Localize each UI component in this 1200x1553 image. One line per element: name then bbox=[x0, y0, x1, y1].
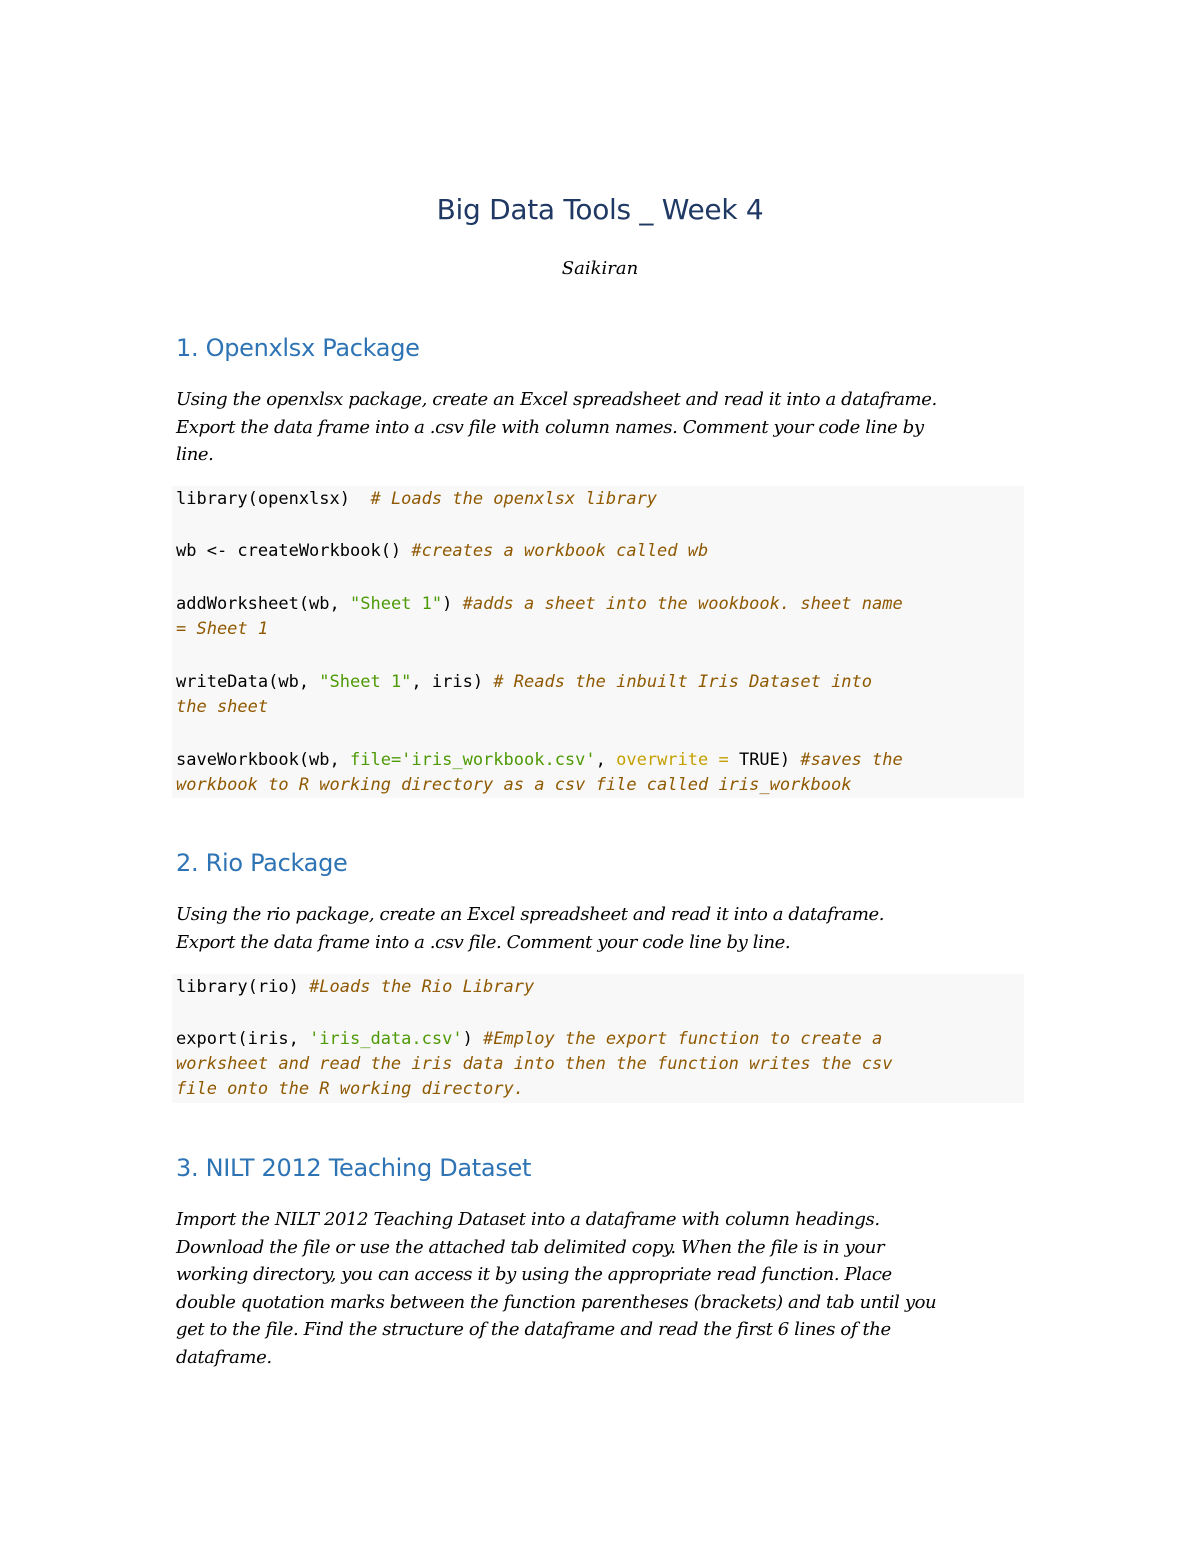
code-string: "Sheet 1" bbox=[319, 672, 412, 692]
document-title: Big Data Tools _ Week 4 bbox=[436, 193, 764, 226]
code-text: , bbox=[595, 750, 617, 770]
code-string: file='iris_workbook.csv' bbox=[350, 750, 596, 770]
code-text: writeData(wb, bbox=[176, 672, 320, 692]
paragraph-line: Using the rio package, create an Excel spreadsheet and read it into a dataframe. bbox=[176, 904, 885, 925]
paragraph-line: Download the file or use the attached tab delimited copy. When the file is in your bbox=[176, 1236, 885, 1258]
code-comment: worksheet and read the iris data into then the function writes the csv bbox=[176, 1054, 893, 1074]
paragraph-line: Export the data frame into a .csv file with column names. Comment your code line by bbox=[176, 416, 924, 438]
code-text: library(rio) bbox=[176, 977, 310, 997]
paragraph-line: get to the file. Find the structure of the dataframe and read the first 6 lines of the bbox=[176, 1319, 891, 1340]
code-line bbox=[176, 975, 534, 1001]
code-comment: #creates a workbook called wb bbox=[411, 541, 709, 561]
section-instructions-nilt bbox=[176, 1206, 1036, 1371]
code-line bbox=[176, 1027, 882, 1053]
paragraph-line: line. bbox=[176, 444, 214, 465]
paragraph-line: Import the NILT 2012 Teaching Dataset into a dataframe with column headings. bbox=[176, 1209, 880, 1230]
section-instructions-openxlsx bbox=[176, 386, 1036, 469]
code-comment: #adds a sheet into the wookbook. sheet name bbox=[462, 594, 903, 614]
section-heading-nilt: 3. NILT 2012 Teaching Dataset bbox=[176, 1154, 532, 1182]
code-comment: = Sheet 1 bbox=[176, 619, 269, 639]
paragraph-line: working directory, you can access it by using the appropriate read function. Place bbox=[176, 1264, 892, 1285]
section-heading-rio: 2. Rio Package bbox=[176, 849, 348, 877]
code-text: , iris) bbox=[411, 672, 494, 692]
section-instructions-rio bbox=[176, 901, 1036, 956]
code-comment: #Loads the Rio Library bbox=[309, 977, 535, 997]
code-text: library(openxlsx) bbox=[176, 489, 371, 509]
code-string: "Sheet 1" bbox=[350, 594, 443, 614]
code-line bbox=[176, 487, 657, 513]
code-text: ) bbox=[462, 1029, 484, 1049]
code-comment: the sheet bbox=[176, 697, 269, 717]
code-comment: # Loads the openxlsx library bbox=[370, 489, 658, 509]
paragraph-line: double quotation marks between the function parentheses (brackets) and tab until you bbox=[176, 1291, 937, 1313]
code-text: saveWorkbook(wb, bbox=[176, 750, 350, 770]
code-string: 'iris_data.csv' bbox=[309, 1029, 463, 1049]
code-line bbox=[176, 1052, 892, 1078]
code-line bbox=[176, 773, 852, 799]
code-line bbox=[176, 670, 872, 696]
code-line bbox=[176, 539, 708, 565]
code-comment: file onto the R working directory. bbox=[176, 1079, 524, 1099]
code-line bbox=[176, 592, 903, 618]
code-block-rio bbox=[172, 974, 1024, 1103]
code-line bbox=[176, 695, 268, 721]
code-line bbox=[176, 617, 268, 643]
paragraph-line: Export the data frame into a .csv file. Comment your code line by line. bbox=[176, 931, 791, 953]
code-text: wb <- createWorkbook() bbox=[176, 541, 412, 561]
document-author: Saikiran bbox=[561, 258, 639, 279]
code-comment: workbook to R working directory as a csv file called iris_workbook bbox=[176, 775, 852, 795]
code-text: TRUE) bbox=[738, 750, 801, 770]
code-comment: #saves the bbox=[800, 750, 903, 770]
paragraph-line: dataframe. bbox=[176, 1346, 272, 1368]
code-line bbox=[176, 748, 903, 774]
paragraph-line: Using the openxlsx package, create an Excel spreadsheet and read it into a dataframe. bbox=[176, 389, 937, 410]
code-block-openxlsx bbox=[172, 486, 1024, 798]
code-line bbox=[176, 1077, 524, 1103]
code-text: addWorksheet(wb, bbox=[176, 594, 350, 614]
code-comment: #Employ the export function to create a bbox=[483, 1029, 883, 1049]
section-heading-openxlsx: 1. Openxlsx Package bbox=[176, 334, 420, 362]
code-keyword: overwrite = bbox=[616, 750, 739, 770]
code-text: export(iris, bbox=[176, 1029, 310, 1049]
code-comment: # Reads the inbuilt Iris Dataset into bbox=[493, 672, 873, 692]
code-text: ) bbox=[442, 594, 463, 614]
